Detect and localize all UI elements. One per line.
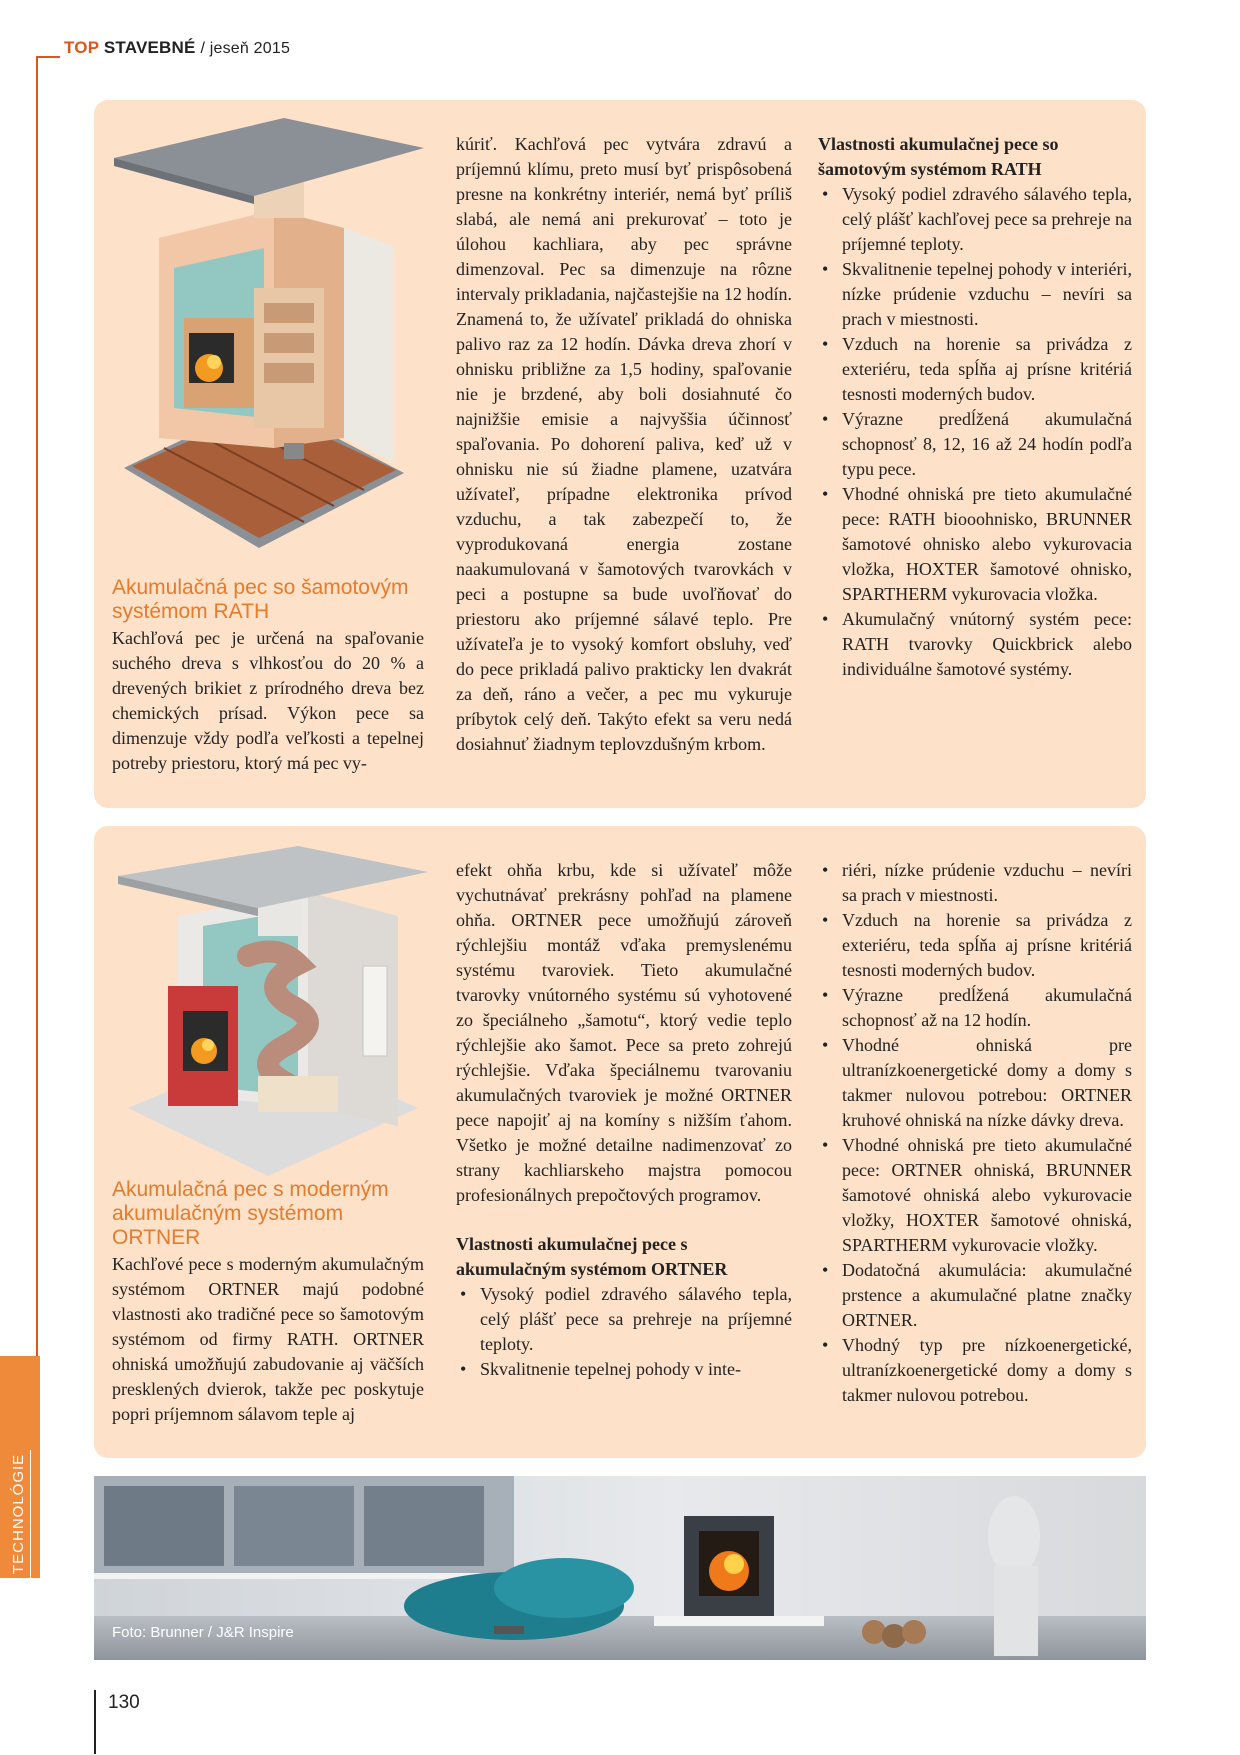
ortner-stove-illustration — [108, 846, 434, 1186]
list-item: • Vzduch na horenie sa privádza z exteriéru, teda spĺňa aj prísne kritériá tesnosti moderných budov. — [818, 908, 1132, 983]
list-item: • Vhodné ohniská pre ultranízkoenergetické domy a domy s takmer nulovou potrebou: ORTNER kruhové ohniská na nízke dávky dreva. — [818, 1033, 1132, 1133]
page-number-rule — [94, 1690, 96, 1754]
list-item: • Skvalitnenie tepelnej pohody v interiéri, nízke prúdenie vzduchu – nevíri sa prach v miestnosti. — [818, 257, 1132, 332]
list-item: • Vysoký podiel zdravého sálavého tepla, celý plášť pece sa prehreje na príjemné teploty. — [456, 1282, 792, 1357]
list-item: • Vhodné ohniská pre tieto akumulačné pece: RATH biooohnisko, BRUNNER šamotové ohnisko alebo vykurovacia vložka, HOXTER šamotové ohnisko, SPARTHERM vykurovacia vložka. — [818, 482, 1132, 607]
list-item: • Vzduch na horenie sa privádza z exteriéru, teda spĺňa aj prísne kritériá tesnosti moderných budov. — [818, 332, 1132, 407]
header-rule — [36, 56, 60, 58]
photo-credit: Foto: Brunner / J&R Inspire — [112, 1624, 294, 1641]
ortner-column-3 — [818, 858, 1132, 1408]
list-item: • Vhodné ohniská pre tieto akumulačné pece: ORTNER ohniská, BRUNNER šamotové ohniská alebo vykurovacie vložky, HOXTER šamotové ohniská, SPARTHERM vykurovacie vložky. — [818, 1133, 1132, 1258]
ortner-column-1 — [112, 1178, 424, 1427]
section-tab-label: TECHNOLÓGIE — [10, 1453, 27, 1574]
list-item: • Dodatočná akumulácia: akumulačné prstence a akumulačné platne značky ORTNER. — [818, 1258, 1132, 1333]
ortner-properties-heading: Vlastnosti akumulačnej pece s akumulačným systémom ORTNER — [456, 1234, 728, 1279]
page-number: 130 — [108, 1692, 140, 1713]
ortner-caption: Akumulačná pec s moderným akumulačným systémom ORTNER — [112, 1178, 389, 1249]
list-item: • Výrazne predĺžená akumulačná schopnosť 8, 12, 16 až 24 hodín podľa typu pece. — [818, 407, 1132, 482]
issue-label: / jeseň 2015 — [200, 40, 291, 57]
rath-properties-list — [818, 182, 1132, 682]
list-item: • Vhodný typ pre nízkoenergetické, ultranízkoenergetické domy a domy s takmer nulovou potrebou. — [818, 1333, 1132, 1408]
ortner-column-2 — [456, 858, 792, 1382]
section-tab-line — [30, 1450, 31, 1578]
rath-column-3 — [818, 132, 1132, 682]
rath-stove-illustration — [104, 118, 434, 568]
list-item: • Akumulačný vnútorný systém pece: RATH tvarovky Quickbrick alebo individuálne šamotové systémy. — [818, 607, 1132, 682]
ortner-intro-text: Kachľové pece s moderným akumulačným systémom ORTNER majú podobné vlastnosti ako tradičné pece so šamotovým systémom od firmy RATH. ORTNER ohniská umožňujú zabudovanie aj väčších presklených dvierok, takže pec poskytuje popri príjemnom sálavom teple aj — [112, 1254, 424, 1424]
list-item: • Výrazne predĺžená akumulačná schopnosť až na 12 hodín. — [818, 983, 1132, 1033]
list-item: • Vysoký podiel zdravého sálavého tepla, celý plášť kachľovej pece sa prehreje na príjemné teploty. — [818, 182, 1132, 257]
ortner-body-text: efekt ohňa krbu, kde si užívateľ môže vychutnávať prekrásny pohľad na plamene ohňa. ORTNER pece umožňujú zároveň rýchlejšiu montáž vďaka premyslenému systému tvaroviek. Tieto akumulačné tvarovky vnútorného systému sú vyhotovené zo špeciálneho „šamotu“, ktorý vedie teplo rýchlejšie ako šamot. Pece sa preto zohrejú rýchlejšie. Vďaka špeciálnemu tvarovaniu akumulačných tvaroviek je možné ORTNER pece napojiť aj na komíny s nižším ťahom. Všetko je možné detailne nadimenzovať zo strany kachliarskeho majstra pomocou profesionálnych prepočtových programov. — [456, 860, 792, 1205]
ortner-properties-list-start — [456, 1282, 792, 1382]
rath-column-2 — [456, 132, 792, 757]
rath-column-1 — [112, 576, 424, 776]
list-item-continuation: • riéri, nízke prúdenie vzduchu – nevíri sa prach v miestnosti. — [818, 858, 1132, 908]
running-header — [64, 38, 290, 58]
list-item: • Skvalitnenie tepelnej pohody v inte- — [456, 1357, 792, 1382]
rath-properties-heading: Vlastnosti akumulačnej pece so šamotovým systémom RATH — [818, 134, 1059, 179]
rath-caption: Akumulačná pec so šamotovým systémom RATH — [112, 576, 409, 623]
rath-intro-text: Kachľová pec je určená na spaľovanie suchého dreva s vlhkosťou do 20 % a drevených brikiet z prírodného dreva bez chemických prísad. Výkon pece sa dimenzuje vždy podľa veľkosti a tepelnej potreby priestoru, ktorý má pec vy- — [112, 628, 424, 773]
magazine-name-stavebne: STAVEBNÉ — [103, 38, 196, 57]
ortner-properties-list-continued — [818, 858, 1132, 1408]
rath-body-text: kúriť. Kachľová pec vytvára zdravú a príjemnú klímu, preto musí byť prispôsobená presne na konkrétny interiér, nemá byť príliš slabá, ale nemá ani prekurovať – toto je úlohou kachliara, aby pec správne dimenzoval. Pec sa dimenzuje na rôzne intervaly prikladania, najčastejšie na 12 hodín. Znamená to, že užívateľ prikladá do ohniska palivo raz za 12 hodín. Dávka dreva zhorí v ohnisku približne za 1,5 hodiny, spaľovanie nie je brzdené, aby boli dosiahnuté čo najnižšie emisie a najvyššia účinnosť spaľovania. Po dohorení paliva, keď už v ohnisku nie sú žiadne plamene, uzatvára užívateľ, prípadne elektronika prívod vzduchu, a tak zabezpečí to, že vyprodukovaná energia zostane naakumulovaná v šamotových tvarovkách v peci a postupne sa bude uvoľňovať do priestoru ako príjemné sálavé teplo. Pre užívateľa je to vysoký komfort obsluhy, veď do pece prikladá palivo prakticky len dvakrát za deň, ráno a večer, a pec mu vykuruje príbytok celý deň. Takýto efekt sa veru nedá dosiahnuť žiadnym teplovzdušným krbom. — [456, 134, 792, 754]
magazine-name-top: TOP — [64, 38, 99, 57]
margin-rule — [36, 56, 38, 1356]
